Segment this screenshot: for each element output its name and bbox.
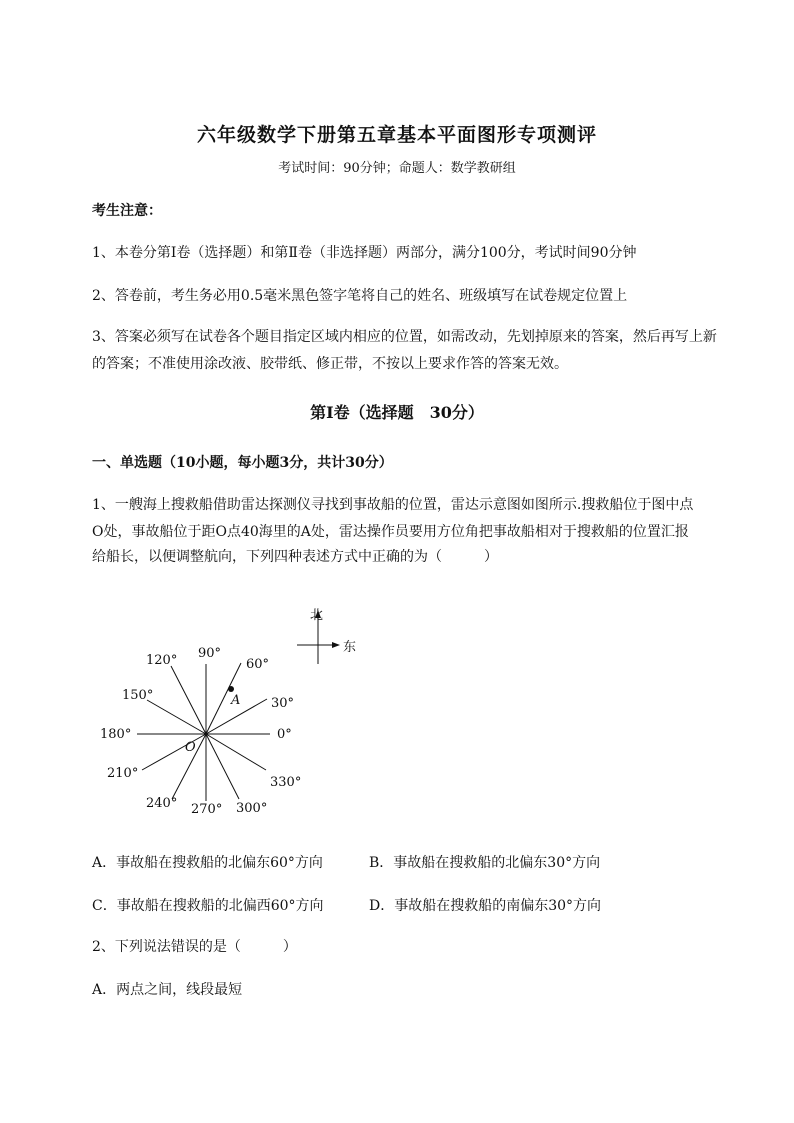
angle-label-300: 300° xyxy=(236,801,268,816)
part-heading: 一、单选题（10小题，每小题3分，共计30分） xyxy=(92,455,393,471)
angle-label-30: 30° xyxy=(271,696,295,711)
q1-stem-line-2: O处，事故船位于距O点40海里的A处，雷达操作员要用方位角把事故船相对于搜救船的位置汇报 xyxy=(92,524,689,540)
angle-label-120: 120° xyxy=(146,653,178,668)
angle-label-60: 60° xyxy=(246,657,270,672)
exam-info: 考试时间：90分钟；命题人：数学教研组 xyxy=(278,161,516,176)
radar-figure xyxy=(90,596,370,826)
angle-label-180: 180° xyxy=(100,727,132,742)
notice-item-2: 2、答卷前，考生务必用0.5毫米黑色签字笔将自己的姓名、班级填写在试卷规定位置上 xyxy=(92,288,628,304)
angle-label-150: 150° xyxy=(122,688,154,703)
angle-label-330: 330° xyxy=(270,775,302,790)
notice-item-3: 3、答案必须写在试卷各个题目指定区域内相应的位置，如需改动，先划掉原来的答案，然后再写上新 xyxy=(92,329,717,345)
q1-stem-line-3: 给船长，以便调整航向，下列四种表述方式中正确的为（ ） xyxy=(92,549,498,565)
q2-stem: 2、下列说法错误的是（ ） xyxy=(92,939,297,955)
section-title: 第I卷（选择题 30分） xyxy=(310,403,484,422)
center-o-label: O xyxy=(185,740,196,755)
q1-option-a: A．事故船在搜救船的北偏东60°方向 xyxy=(92,855,323,871)
notice-item-1: 1、本卷分第I卷（选择题）和第Ⅱ卷（非选择题）两部分，满分100分，考试时间90分钟 xyxy=(92,245,637,261)
north-label: 北 xyxy=(310,608,324,623)
angle-label-270: 270° xyxy=(191,802,223,817)
notice-item-3-cont: 的答案；不准使用涂改液、胶带纸、修正带，不按以上要求作答的答案无效。 xyxy=(92,356,568,372)
q1-option-b: B．事故船在搜救船的北偏东30°方向 xyxy=(369,855,601,871)
q1-option-c: C．事故船在搜救船的北偏西60°方向 xyxy=(92,898,324,914)
q2-option-a: A．两点之间，线段最短 xyxy=(92,982,243,998)
angle-label-0: 0° xyxy=(277,727,292,742)
angle-label-90: 90° xyxy=(198,646,222,661)
angle-label-240: 240° xyxy=(146,796,178,811)
q1-stem-line-1: 1、一艘海上搜救船借助雷达探测仪寻找到事故船的位置，雷达示意图如图所示.搜救船位于图中点 xyxy=(92,497,694,513)
page-title: 六年级数学下册第五章基本平面图形专项测评 xyxy=(196,124,597,146)
point-a-dot xyxy=(228,686,234,692)
notice-heading: 考生注意： xyxy=(92,203,162,219)
q1-option-d: D．事故船在搜救船的南偏东30°方向 xyxy=(369,898,602,914)
point-a-label: A xyxy=(231,693,241,708)
compass-indicator xyxy=(297,608,356,664)
east-label: 东 xyxy=(343,640,357,655)
radar-lines xyxy=(137,663,270,801)
angle-label-210: 210° xyxy=(107,766,139,781)
